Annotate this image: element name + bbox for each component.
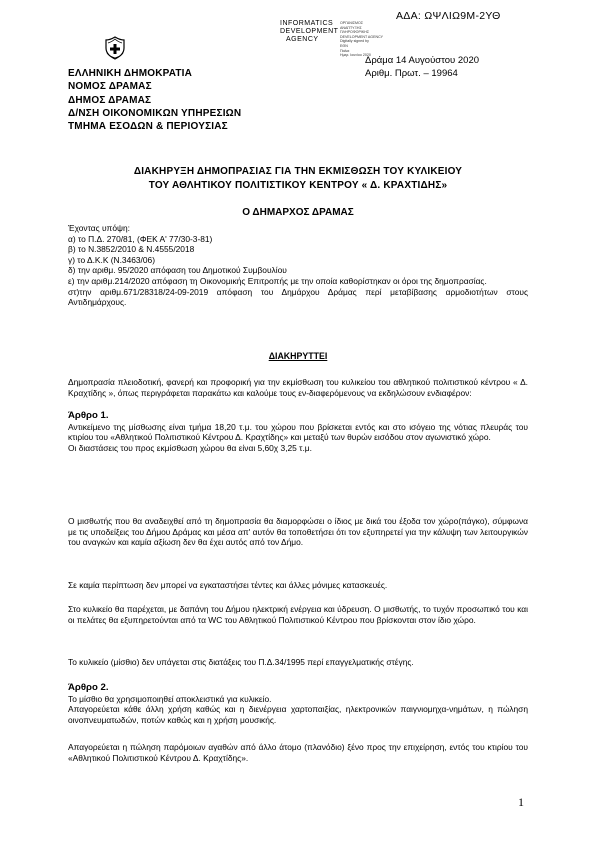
declares-heading: ΔΙΑΚΗΡΥΤΤΕΙ bbox=[268, 351, 328, 361]
mayor-heading: Ο ΔΗΜΑΡΧΟΣ ΔΡΑΜΑΣ bbox=[242, 207, 354, 218]
paragraph: Αντικείμενο της μίσθωσης είναι τμήμα 18,20 τ.μ. του χώρου που βρίσκεται εντός και στο ισόγειο της νότιας πλευράς του κτιρίου του «Αθλητικού Πολιτιστικού Κέντρου Δ. Κραχτίδης» και μεταξύ των θυρών εισόδου στον αγωνιστικό χώρο. bbox=[68, 421, 528, 443]
informatics-agency-logo: INFORMATICS DEVELOPMENT AGENCY bbox=[280, 20, 339, 43]
ref-item: ε) την αριθμ.214/2020 απόφαση τη Οικονομικής Επιτροπής με την οποία καθορίστηκαν οι όροι της δημοπρασίας. bbox=[68, 275, 487, 286]
ref-item: α) το Π.Δ. 270/81, (ΦΕΚ Α' 77/30-3-81) bbox=[68, 233, 213, 244]
ada-code: ΑΔΑ: ΩΨΛΙΩ9Μ-2ΥΘ bbox=[396, 10, 501, 22]
date-line: Δράμα 14 Αυγούστου 2020 bbox=[365, 55, 480, 66]
greek-coat-of-arms-icon bbox=[103, 36, 127, 60]
intro-paragraph: Δημοπρασία πλειοδοτική, φανερή και προφορική για την εκμίσθωση του κυλικείου του αθλητικού πολιτιστικού κέντρου « Δ. Κραχτίδης », όπως περιγράφεται παρακάτω και καλούμε τους εν-διαφερόμενους να εκδηλώσουν ενδιαφέρον: bbox=[68, 377, 528, 398]
paragraph: Το κυλικείο (μίσθιο) δεν υπάγεται στις διατάξεις του Π.Δ.34/1995 περί επαγγελματικής στέγης. bbox=[68, 657, 414, 667]
article-2-heading: Άρθρο 2. bbox=[68, 682, 109, 693]
paragraph: Απαγορεύεται κάθε άλλη χρήση καθώς και η διενέργεια χαρτοπαιξίας, ηλεκτρονικών παιγνιομηχα-νημάτων, η πώληση οινοπνευματωδών, ποτών καθώς και η χρήση μουσικής. bbox=[68, 704, 528, 725]
protocol-number: Αριθμ. Πρωτ. – 19964 bbox=[365, 68, 458, 79]
paragraph: Οι διαστάσεις του προς εκμίσθωση χώρου θα είναι 5,60χ 3,25 τ.μ. bbox=[68, 442, 312, 453]
paragraph: Απαγορεύεται η πώληση παρόμοιων αγαθών από άλλο άτομο (πλανόδιο) ξένο προς την επιχείρηση, εντός του κτιρίου του «Αθλητικού Πολιτιστικού Κέντρου Δ. Κραχτίδης». bbox=[68, 742, 528, 763]
article-1 bbox=[68, 411, 528, 453]
ref-item: γ) το Δ.Κ.Κ (Ν.3463/06) bbox=[68, 254, 155, 265]
article-2 bbox=[68, 683, 528, 725]
page-number: 1 bbox=[518, 795, 524, 809]
paragraph: Ο μισθωτής που θα αναδειχθεί από τη δημοπρασία θα διαμορφώσει ο ίδιος με δικά του έξοδα τον χώρο(πάγκο), σύμφωνα με τις υποδείξεις του Δήμου Δράμας και μέσα απ' αυτόν θα τοποθετήσει ότι τον εξυπηρετεί για την κάλυψη των λειτουργικών του αναγκών και καμία αξίωση δεν θα έχει αυτός από τον Δήμο. bbox=[68, 516, 528, 548]
article-1-heading: Άρθρο 1. bbox=[68, 410, 109, 421]
paragraph: Το μίσθιο θα χρησιμοποιηθεί αποκλειστικά για κυλικείο. bbox=[68, 693, 272, 704]
date-and-protocol bbox=[365, 54, 479, 80]
references bbox=[68, 223, 528, 308]
ref-item: β) το Ν.3852/2010 & Ν.4555/2018 bbox=[68, 244, 195, 255]
paragraph: Στο κυλικείο θα παρέχεται, με δαπάνη του Δήμου ηλεκτρική ενέργεια και ύδρευση. Ο μισθωτής, το τυχόν προσωπικό του και οι πελάτες θα εξυπηρετούνται από τα WC του Αθλητικού Πολιτιστικού Κέντρου που βρίσκονται στον ίδιο χώρο. bbox=[68, 604, 528, 625]
considering-label: Έχοντας υπόψη: bbox=[68, 223, 130, 233]
digital-signature-stamp: ΟΡΓΑΝΙΣΜΟΣ ΑΝΑΠΤΥΞΗΣ ΠΛΗΡΟΦΟΡΙΚΗΣ DEVELOPMENT AGENCY Digitally signed by ΕΘΝ Παλαι Ημερ. Ιουνίου 2020 bbox=[340, 21, 384, 58]
document-title: ΔΙΑΚΗΡΥΞΗ ΔΗΜΟΠΡΑΣΙΑΣ ΓΙΑ ΤΗΝ ΕΚΜΙΣΘΩΣΗ ΤΟΥ ΚΥΛΙΚΕΙΟΥ ΤΟΥ ΑΘΛΗΤΙΚΟΥ ΠΟΛΙΤΙΣΤΙΚΟΥ ΚΕΝΤΡΟΥ « Δ. ΚΡΑΧΤΙΔΗΣ» bbox=[133, 166, 463, 191]
paragraph: Σε καμία περίπτωση δεν μπορεί να εγκαταστήσει τέντες και άλλες μόνιμες κατασκευές. bbox=[68, 580, 388, 590]
ref-item: δ) την αριθμ. 95/2020 απόφαση του Δημοτικού Συμβουλίου bbox=[68, 265, 287, 276]
issuer-header: ΕΛΛΗΝΙΚΗ ΔΗΜΟΚΡΑΤΙΑ ΝΟΜΟΣ ΔΡΑΜΑΣ ΔΗΜΟΣ ΔΡΑΜΑΣ Δ/ΝΣΗ ΟΙΚΟΝΟΜΙΚΩΝ ΥΠΗΡΕΣΙΩΝ ΤΜΗΜΑ ΕΣΟΔΩΝ & ΠΕΡΙΟΥΣΙΑΣ bbox=[68, 68, 242, 133]
ref-item: στ)την αριθμ.671/28318/24-09-2019 απόφαση του Δημάρχου Δράμας περί μεταβίβασης αρμοδιοτήτων στους Αντιδημάρχους. bbox=[68, 286, 528, 308]
